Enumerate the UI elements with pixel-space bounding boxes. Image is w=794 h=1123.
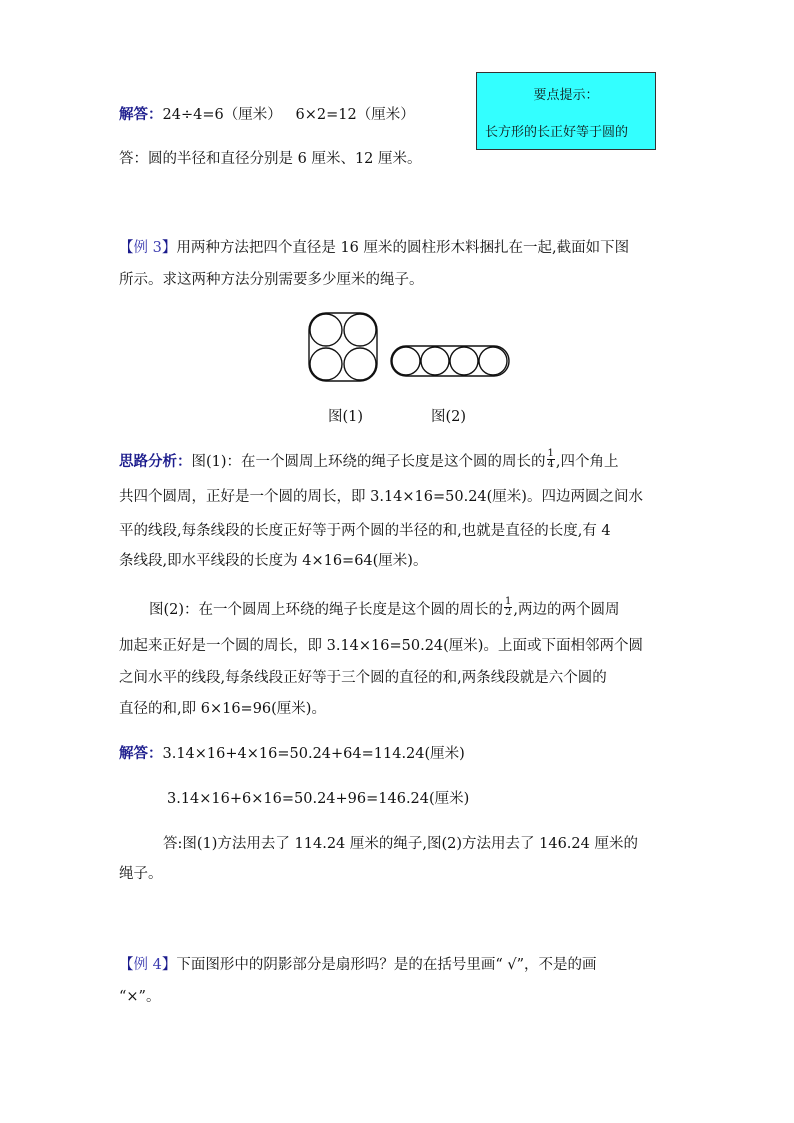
answer3-label: 解答： bbox=[119, 746, 163, 762]
analysis-text: 图(1)：在一个圆周上环绕的绳子长度是这个圆的周长的 bbox=[191, 454, 546, 470]
example3-text: 用两种方法把四个直径是 16 厘米的圆柱形木料捆扎在一起,截面如下图 bbox=[176, 240, 630, 256]
analysis-p2-line3: 之间水平的线段,每条线段正好等于三个圆的直径的和,两条线段就是六个圆的 bbox=[119, 670, 607, 686]
analysis-text: 图(2)：在一个圆周上环绕的绳子长度是这个圆的周长的 bbox=[149, 602, 504, 618]
analysis-p1-line2: 共四个圆周，正好是一个圆的周长，即 3.14×16=50.24(厘米)。四边两圆之间水 bbox=[119, 489, 643, 505]
analysis-text: ,四个角上 bbox=[555, 454, 619, 470]
example4-bracket-open: 【 bbox=[119, 957, 134, 973]
example4-bracket-close: 】 bbox=[161, 957, 177, 973]
figure2-caption: 图(2) bbox=[431, 409, 467, 425]
hint-box bbox=[476, 72, 656, 150]
fraction-numerator: 1 bbox=[547, 447, 554, 459]
example4-tag: 例 4 bbox=[133, 957, 162, 973]
example4-line1 bbox=[119, 953, 597, 974]
example3-line2: 所示。求这两种方法分别需要多少厘米的绳子。 bbox=[119, 272, 424, 288]
example4-text: 下面图形中的阴影部分是扇形吗？是的在括号里画“ √”，不是的画 bbox=[176, 957, 597, 973]
answer1-line bbox=[119, 103, 415, 124]
answer3-conclusion-line2: 绳子。 bbox=[119, 866, 163, 882]
example3-line1 bbox=[119, 236, 629, 257]
figure2-circle bbox=[479, 347, 507, 375]
analysis-p1-line3: 平的线段,每条线段的长度正好等于两个圆的半径的和,也就是直径的长度,有 4 bbox=[119, 523, 611, 539]
example4-line2: “×”。 bbox=[119, 989, 161, 1005]
figure1-circle bbox=[310, 314, 342, 346]
hint-title: 要点提示： bbox=[533, 88, 599, 103]
analysis-p1-line1 bbox=[119, 447, 619, 473]
fraction-one-quarter bbox=[547, 449, 555, 470]
fraction-one-half bbox=[504, 597, 512, 618]
answer1-label: 解答： bbox=[119, 107, 163, 123]
fraction-numerator: 1 bbox=[505, 595, 512, 607]
example3-bracket-open: 【 bbox=[119, 240, 134, 256]
hint-text: 长方形的长正好等于圆的 bbox=[485, 125, 629, 140]
figure2-diagram bbox=[388, 343, 512, 379]
analysis-p2-line4: 直径的和,即 6×16=96(厘米)。 bbox=[119, 701, 326, 717]
example3-bracket-close: 】 bbox=[161, 240, 177, 256]
analysis-p2-line2: 加起来正好是一个圆的周长，即 3.14×16=50.24(厘米)。上面或下面相邻两个圆 bbox=[119, 638, 643, 654]
figure1-circle bbox=[310, 348, 342, 380]
figure2-circle bbox=[421, 347, 449, 375]
fraction-denominator: 2 bbox=[505, 606, 512, 618]
answer3-line1 bbox=[119, 742, 465, 763]
answer3-equation1: 3.14×16+4×16=50.24+64=114.24(厘米) bbox=[162, 746, 465, 762]
answer3-conclusion-line1: 答:图(1)方法用去了 114.24 厘米的绳子,图(2)方法用去了 146.24 厘米的 bbox=[163, 836, 638, 852]
figure1-caption: 图(1) bbox=[328, 409, 364, 425]
analysis-label: 思路分析： bbox=[119, 454, 192, 470]
analysis-p2-line1 bbox=[149, 595, 620, 621]
analysis-text: ,两边的两个圆周 bbox=[513, 602, 620, 618]
figure2-circle bbox=[450, 347, 478, 375]
fraction-denominator: 4 bbox=[547, 458, 554, 470]
answer1-equation: 24÷4=6（厘米） 6×2=12（厘米） bbox=[162, 107, 415, 123]
figure1-rope bbox=[309, 313, 377, 381]
figure2-circle bbox=[392, 347, 420, 375]
figure1-diagram bbox=[306, 310, 380, 384]
analysis-p1-line4: 条线段,即水平线段的长度为 4×16=64(厘米)。 bbox=[119, 553, 428, 569]
example3-tag: 例 3 bbox=[133, 240, 162, 256]
figure1-circle bbox=[344, 348, 376, 380]
answer3-equation2: 3.14×16+6×16=50.24+96=146.24(厘米) bbox=[167, 791, 470, 807]
figure1-circle bbox=[344, 314, 376, 346]
answer1-conclusion: 答：圆的半径和直径分别是 6 厘米、12 厘米。 bbox=[119, 151, 422, 167]
